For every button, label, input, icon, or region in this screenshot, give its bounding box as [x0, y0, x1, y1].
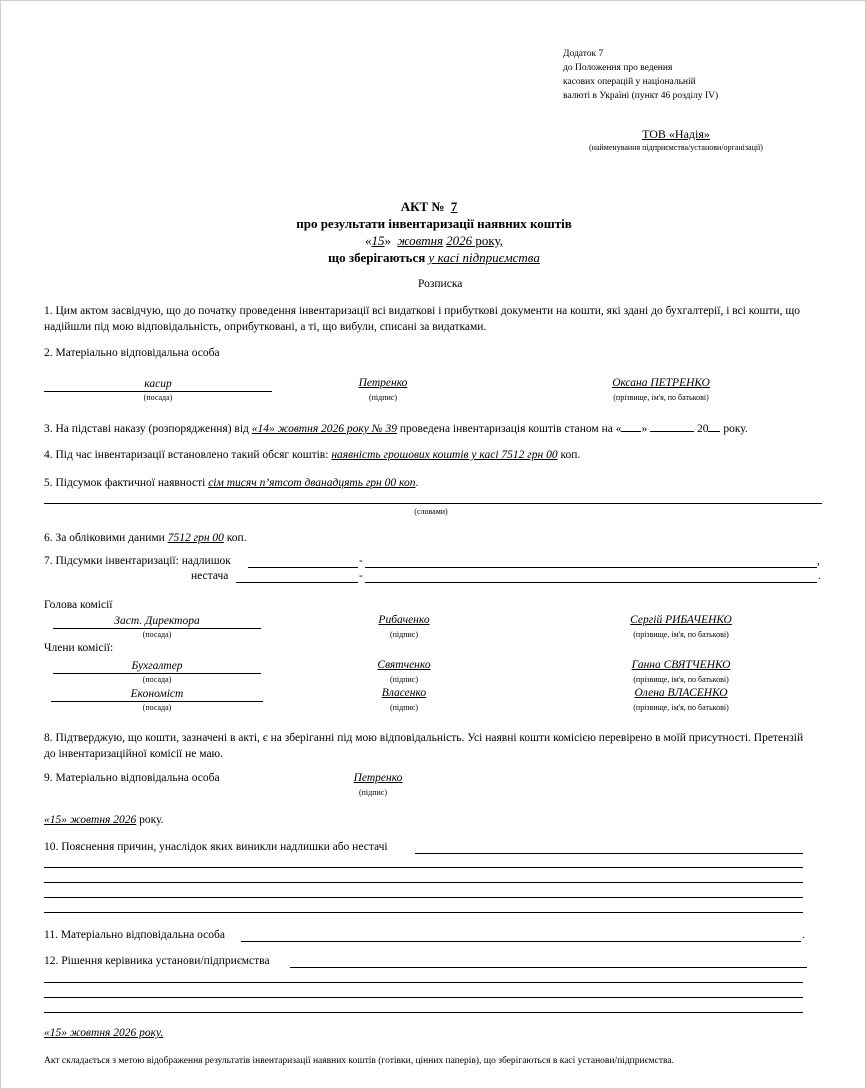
title-day: 15 [371, 233, 385, 248]
paragraph-8: 8. Підтверджую, що кошти, зазначені в акті, є на зберіганні під мою відповідальність. Усі наявні кошти комісією перевірено в моїй присутності. Претензій до інвентаризаційної комісії не маю. [44, 732, 804, 760]
date-mid: » [384, 233, 395, 248]
organization-caption: (найменування підприємства/установи/організації) [589, 143, 763, 152]
surplus-dash: - [359, 555, 363, 567]
p11-line [241, 941, 801, 942]
p10-line-2 [44, 882, 803, 883]
stored-prefix: що зберігаються [328, 250, 429, 265]
receipt-heading: Розписка [418, 278, 463, 290]
mrp-signature-caption: (підпис) [368, 393, 397, 402]
head-position: Заст. Директора [53, 614, 261, 629]
surplus-blank-1 [248, 567, 358, 568]
paragraph-1: 1. Цим актом засвідчую, що до початку проведення інвентаризації всі видаткові і прибуткові документи на кошти, які здані до бухгалтерії, і всі кошти, що надійшли під мою відповідальність, оприбутковані, а ті, що вибули, списані за видатками. [44, 305, 800, 333]
p9-signature: Петренко [353, 772, 403, 784]
appendix-line: касових операцій у національній [563, 77, 696, 87]
document-title [201, 198, 667, 266]
p3-tail-quote: » [641, 423, 648, 435]
p3-suffix: проведена інвентаризація коштів станом на « [397, 423, 622, 435]
date-line-1 [44, 814, 164, 826]
title-year: 2026 [446, 233, 473, 248]
surplus-blank-2 [365, 567, 817, 568]
member-2-position-caption: (посада) [142, 703, 172, 712]
member-2-position: Економіст [51, 687, 263, 702]
head-signature-caption: (підпис) [389, 630, 418, 639]
p10-line-0 [415, 853, 803, 854]
p6-suffix: коп. [223, 532, 247, 544]
appendix-line: до Положення про ведення [563, 63, 673, 73]
paragraph-10-label: 10. Пояснення причин, унаслідок яких виникли надлишки або нестачі [44, 841, 388, 853]
mrp-position: касир [44, 377, 272, 392]
appendix-line: валюті в Україні (пункт 46 розділу IV) [563, 91, 719, 101]
p3-year-prefix: 20 [694, 423, 709, 435]
shortage-blank-2 [365, 582, 817, 583]
p5-suffix: . [415, 477, 419, 489]
paragraph-6 [44, 532, 247, 544]
member-2-signature: Власенко [381, 687, 427, 699]
paragraph-5 [44, 477, 418, 489]
p10-line-4 [44, 912, 803, 913]
p11-dot: . [802, 929, 805, 941]
shortage-dot: . [818, 570, 821, 582]
day-blank [621, 420, 641, 432]
p9-signature-caption: (підпис) [358, 788, 387, 797]
head-name-caption: (прізвище, ім'я, по батькові) [633, 630, 729, 639]
shortage-dash: - [359, 570, 363, 582]
member-1-signature: Святченко [377, 659, 431, 671]
appendix-note [563, 47, 718, 103]
month-blank [650, 420, 694, 432]
p4-suffix: коп. [557, 449, 581, 461]
act-title-prefix: АКТ № [400, 199, 448, 214]
paragraph-3 [44, 420, 748, 435]
p12-line-0 [290, 967, 807, 968]
member-1-name-caption: (прізвище, ім'я, по батькові) [633, 675, 729, 684]
footer-note: Акт складається з метою відображення результатів інвентаризації наявних коштів (готівки, цінних паперів), що зберігаються в касі установи/підприємства. [44, 1056, 675, 1066]
date-open: « [365, 233, 372, 248]
p12-line-2 [44, 997, 803, 998]
cash-amount: наявність грошових коштів у касі 7512 грн 00 [331, 449, 558, 461]
year-blank [708, 420, 720, 432]
organization-block [561, 127, 791, 152]
p3-prefix: 3. На підставі наказу (розпорядження) від [44, 423, 252, 435]
p5-prefix: 5. Підсумок фактичної наявності [44, 477, 209, 489]
member-2-name-caption: (прізвище, ім'я, по батькові) [633, 703, 729, 712]
head-signature: Рибаченко [378, 614, 430, 626]
p4-prefix: 4. Під час інвентаризації встановлено такий обсяг коштів: [44, 449, 332, 461]
commission-head-label: Голова комісії [44, 599, 113, 611]
date-line-2: «15» жовтня 2026 року. [44, 1027, 164, 1039]
title-month: жовтня [397, 233, 444, 248]
p6-prefix: 6. За обліковими даними [44, 532, 168, 544]
date-1-value: «15» жовтня 2026 [44, 814, 137, 826]
p12-line-3 [44, 1012, 803, 1013]
shortage-blank-1 [236, 582, 358, 583]
commission-members-label: Члени комісії: [44, 642, 114, 654]
order-reference: «14» жовтня 2026 року № 39 [251, 423, 397, 435]
appendix-line: Додаток 7 [563, 49, 604, 59]
mrp-name: Оксана ПЕТРЕНКО [612, 377, 710, 389]
p12-line-1 [44, 982, 803, 983]
mrp-signature: Петренко [358, 377, 408, 389]
mrp-name-caption: (прізвище, ім'я, по батькові) [613, 393, 709, 402]
head-name: Сергій РИБАЧЕНКО [630, 614, 732, 626]
words-line [44, 503, 822, 504]
stored-place: у касі підприємства [428, 250, 540, 265]
member-2-name: Олена ВЛАСЕНКО [634, 687, 728, 699]
member-1-name: Ганна СВЯТЧЕНКО [631, 659, 731, 671]
p3-tail: року. [720, 423, 748, 435]
member-1-position: Бухгалтер [53, 659, 261, 674]
act-number: 7 [450, 199, 458, 214]
paragraph-12-label: 12. Рішення керівника установи/підприємства [44, 955, 270, 967]
mrp-position-caption: (посада) [143, 393, 173, 402]
paragraph-2-label: 2. Матеріально відповідальна особа [44, 347, 220, 359]
paragraph-11-label: 11. Матеріально відповідальна особа [44, 929, 225, 941]
act-subtitle: про результати інвентаризації наявних коштів [296, 216, 572, 231]
p10-line-1 [44, 867, 803, 868]
member-2-signature-caption: (підпис) [389, 703, 418, 712]
paragraph-7-label: 7. Підсумки інвентаризації: надлишок [44, 555, 231, 567]
head-position-caption: (посада) [142, 630, 172, 639]
book-amount: 7512 грн 00 [167, 532, 224, 544]
amount-in-words: сім тисяч п’ятсот дванадцять грн 00 коп [208, 477, 416, 489]
p10-line-3 [44, 897, 803, 898]
shortage-label: нестача [191, 570, 229, 582]
organization-name: ТОВ «Надія» [642, 127, 710, 141]
title-date-suffix: року, [472, 233, 503, 248]
surplus-comma: , [817, 555, 820, 567]
member-1-position-caption: (посада) [142, 675, 172, 684]
member-1-signature-caption: (підпис) [389, 675, 418, 684]
words-caption: (словами) [414, 507, 448, 516]
paragraph-9-label: 9. Матеріально відповідальна особа [44, 772, 220, 784]
paragraph-4 [44, 449, 580, 461]
date-1-suffix: року. [136, 814, 164, 826]
